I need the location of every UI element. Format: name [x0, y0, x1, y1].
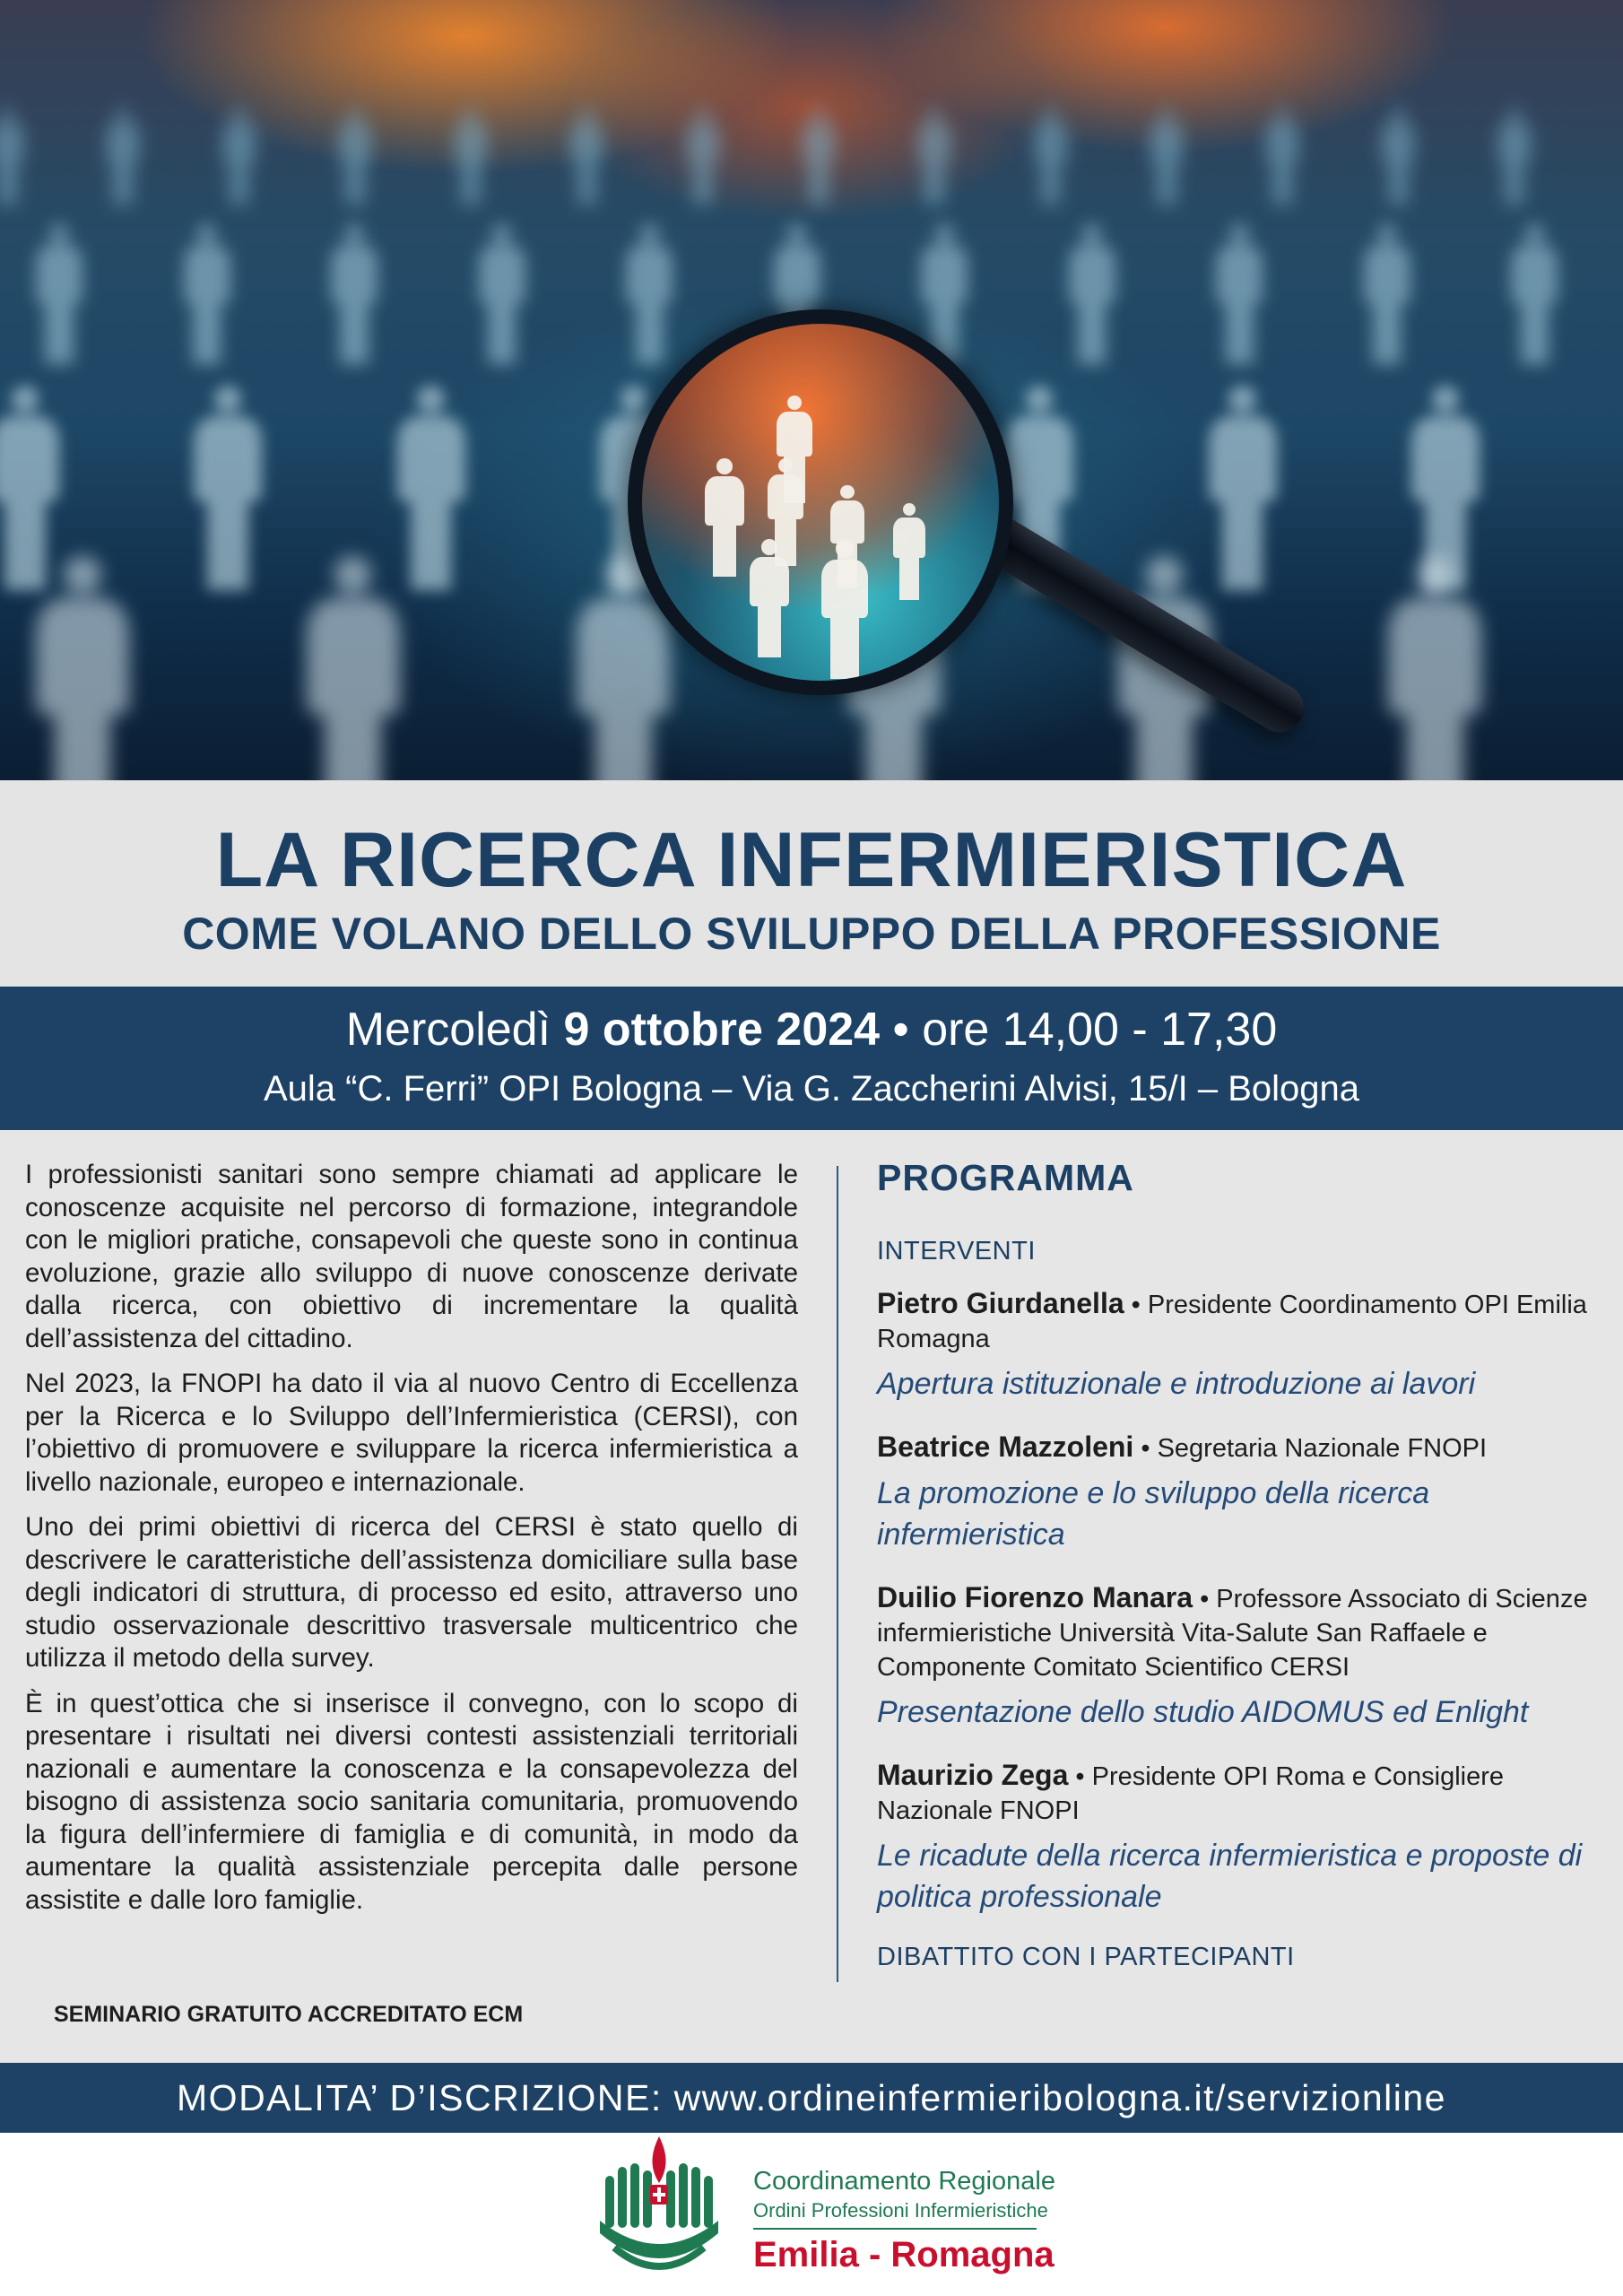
person-figure [918, 108, 950, 204]
dibattito-label: DIBATTITO CON I PARTECIPANTI [877, 1943, 1295, 1971]
talk-title: Presentazione dello studio AIDOMUS ed Enlight [877, 1695, 1529, 1729]
magnifier-lens [642, 324, 999, 681]
speaker-role: • Professore Associato di Scienze infermieristiche Università Vita-Salute San Raffaele e Componente Comitato Scientifico CERSI [877, 1585, 1588, 1682]
speaker-name: Duilio Fiorenzo Manara [877, 1581, 1193, 1613]
sub-title: COME VOLANO DELLO SVILUPPO DELLA PROFESSIONE [182, 909, 1441, 959]
speaker-role: • Segretaria Nazionale FNOPI [1133, 1434, 1488, 1463]
event-venue: Aula “C. Ferri” OPI Bologna – Via G. Zaccherini Alvisi, 15/I – Bologna [263, 1069, 1360, 1109]
person-figure [1364, 224, 1410, 364]
person-figure [397, 386, 465, 590]
person-figure [570, 108, 603, 204]
person-figure [1150, 108, 1183, 204]
person-figure [36, 556, 129, 780]
speaker-role: • Presidente Coordinamento OPI Emilia Romagna [877, 1291, 1587, 1353]
programma [877, 1157, 1594, 1972]
title-band [0, 780, 1623, 987]
person-figure [750, 539, 789, 657]
person-figure [479, 224, 525, 364]
date-line [0, 1003, 1623, 1057]
org-region: Emilia - Romagna [753, 2235, 1055, 2274]
speaker-name: Pietro Giurdanella [877, 1287, 1124, 1319]
talk-title: Apertura istituzionale e introduzione ai lavori [877, 1367, 1476, 1401]
speaker-entry [877, 1430, 1594, 1465]
person-figure [705, 458, 744, 577]
event-date: 9 ottobre 2024 [563, 1004, 881, 1056]
speaker-block [877, 1430, 1594, 1555]
person-figure [331, 224, 378, 364]
person-figure [0, 108, 23, 204]
speaker-entry [877, 1758, 1594, 1828]
person-figure [1035, 108, 1067, 204]
intro-paragraph-1: I professionisti sanitari sono sempre chiamati ad applicare le conoscenze acquisite nel percorso di formazione, integrandole con le migliori pratiche, consapevoli che queste sono in continua evoluzione, grazie allo sviluppo di nuove conoscenze derivate dalla ricerca, con obiettivo di incrementare la qualità dell’assistenza del cittadino. [25, 1160, 798, 1353]
person-figure [1388, 556, 1481, 780]
talk-title: Le ricadute della ricerca infermieristica e proposte di politica professionale [877, 1839, 1583, 1914]
person-figure [184, 224, 230, 364]
org-name-line2: Ordini Professioni Infermieristiche [753, 2199, 1048, 2222]
person-figure [821, 539, 868, 679]
person-figure [455, 108, 487, 204]
hero-image [0, 0, 1623, 780]
event-time: ore 14,00 - 17,30 [922, 1004, 1278, 1056]
person-figure [803, 108, 835, 204]
person-figure [339, 108, 371, 204]
person-figure [36, 224, 82, 364]
intro-paragraph-2: Nel 2023, la FNOPI ha dato il via al nuovo Centro di Eccellenza per la Ricerca e lo Sviluppo dell’Infermieristica (CERSI), con l’obiettivo di promuovere e sviluppare la ricerca infermieristica a livello nazionale, europeo e internazionale. [25, 1369, 798, 1497]
org-underline [753, 2228, 1037, 2230]
person-figure [1216, 224, 1263, 364]
talk-title: La promozione e lo sviluppo della ricerca infermieristica [877, 1476, 1430, 1552]
event-separator: • [880, 1004, 923, 1056]
speaker-entry [877, 1286, 1594, 1356]
speaker-block [877, 1580, 1594, 1733]
speaker-role: • Presidente OPI Roma e Consigliere Nazionale FNOPI [877, 1762, 1505, 1825]
org-name-line1: Coordinamento Regionale [753, 2167, 1055, 2196]
footer [0, 2133, 1623, 2296]
event-day: Mercoledì [345, 1004, 564, 1056]
person-figure [1382, 108, 1414, 204]
person-figure [626, 224, 673, 364]
person-figure [1498, 108, 1531, 204]
person-figure [1069, 224, 1115, 364]
intro-text [25, 1159, 798, 1929]
person-figure [194, 386, 262, 590]
person-figure [107, 108, 139, 204]
intro-paragraph-3: Uno dei primi obiettivi di ricerca del CERSI è stato quello di descrivere le caratteristiche dell’assistenza domiciliare sulla base degli indicatori di struttura, di processo ed esito, attraverso uno studio osservazionale descrittivo trasversale multicentrico che utilizza il metodo della survey. [25, 1512, 798, 1673]
person-figure [1511, 224, 1558, 364]
person-figure [893, 503, 925, 600]
content-area [0, 1130, 1623, 2063]
date-band [0, 987, 1623, 1130]
speaker-block [877, 1286, 1594, 1405]
interventi-label: INTERVENTI [877, 1237, 1036, 1265]
intro-paragraph-4: È in quest’ottica che si inserisce il convegno, con lo scopo di presentare i risultati nei diversi contesti assistenziali territoriali nazionali e aumentare la conoscenza e la consapevolezza del bisogno di assistenza socio sanitaria comunitaria, promuovendo la figura dell’infermiere di famiglia e di comunità, in modo da aumentare la qualità assistenziale percepita dalle persone assistite e dalle loro famiglie. [25, 1688, 798, 1915]
main-title: LA RICERCA INFERMIERISTICA [215, 817, 1408, 903]
ecm-note: SEMINARIO GRATUITO ACCREDITATO ECM [54, 2002, 524, 2027]
registration-label: MODALITA’ D’ISCRIZIONE: [177, 2077, 674, 2118]
speaker-entry [877, 1580, 1594, 1684]
person-figure [1209, 386, 1277, 590]
opi-hands-logo-icon [587, 2133, 731, 2285]
person-figure [687, 108, 719, 204]
speaker-name: Beatrice Mazzoleni [877, 1431, 1134, 1463]
programma-title: PROGRAMMA [877, 1157, 1134, 1198]
speaker-block [877, 1758, 1594, 1918]
person-figure [223, 108, 256, 204]
person-figure [1266, 108, 1298, 204]
speaker-name: Maurizio Zega [877, 1759, 1069, 1791]
registration-band [0, 2063, 1623, 2133]
registration-url[interactable]: www.ordineinfermieribologna.it/servizionline [673, 2077, 1446, 2118]
person-figure [307, 556, 400, 780]
column-divider [837, 1166, 838, 1982]
